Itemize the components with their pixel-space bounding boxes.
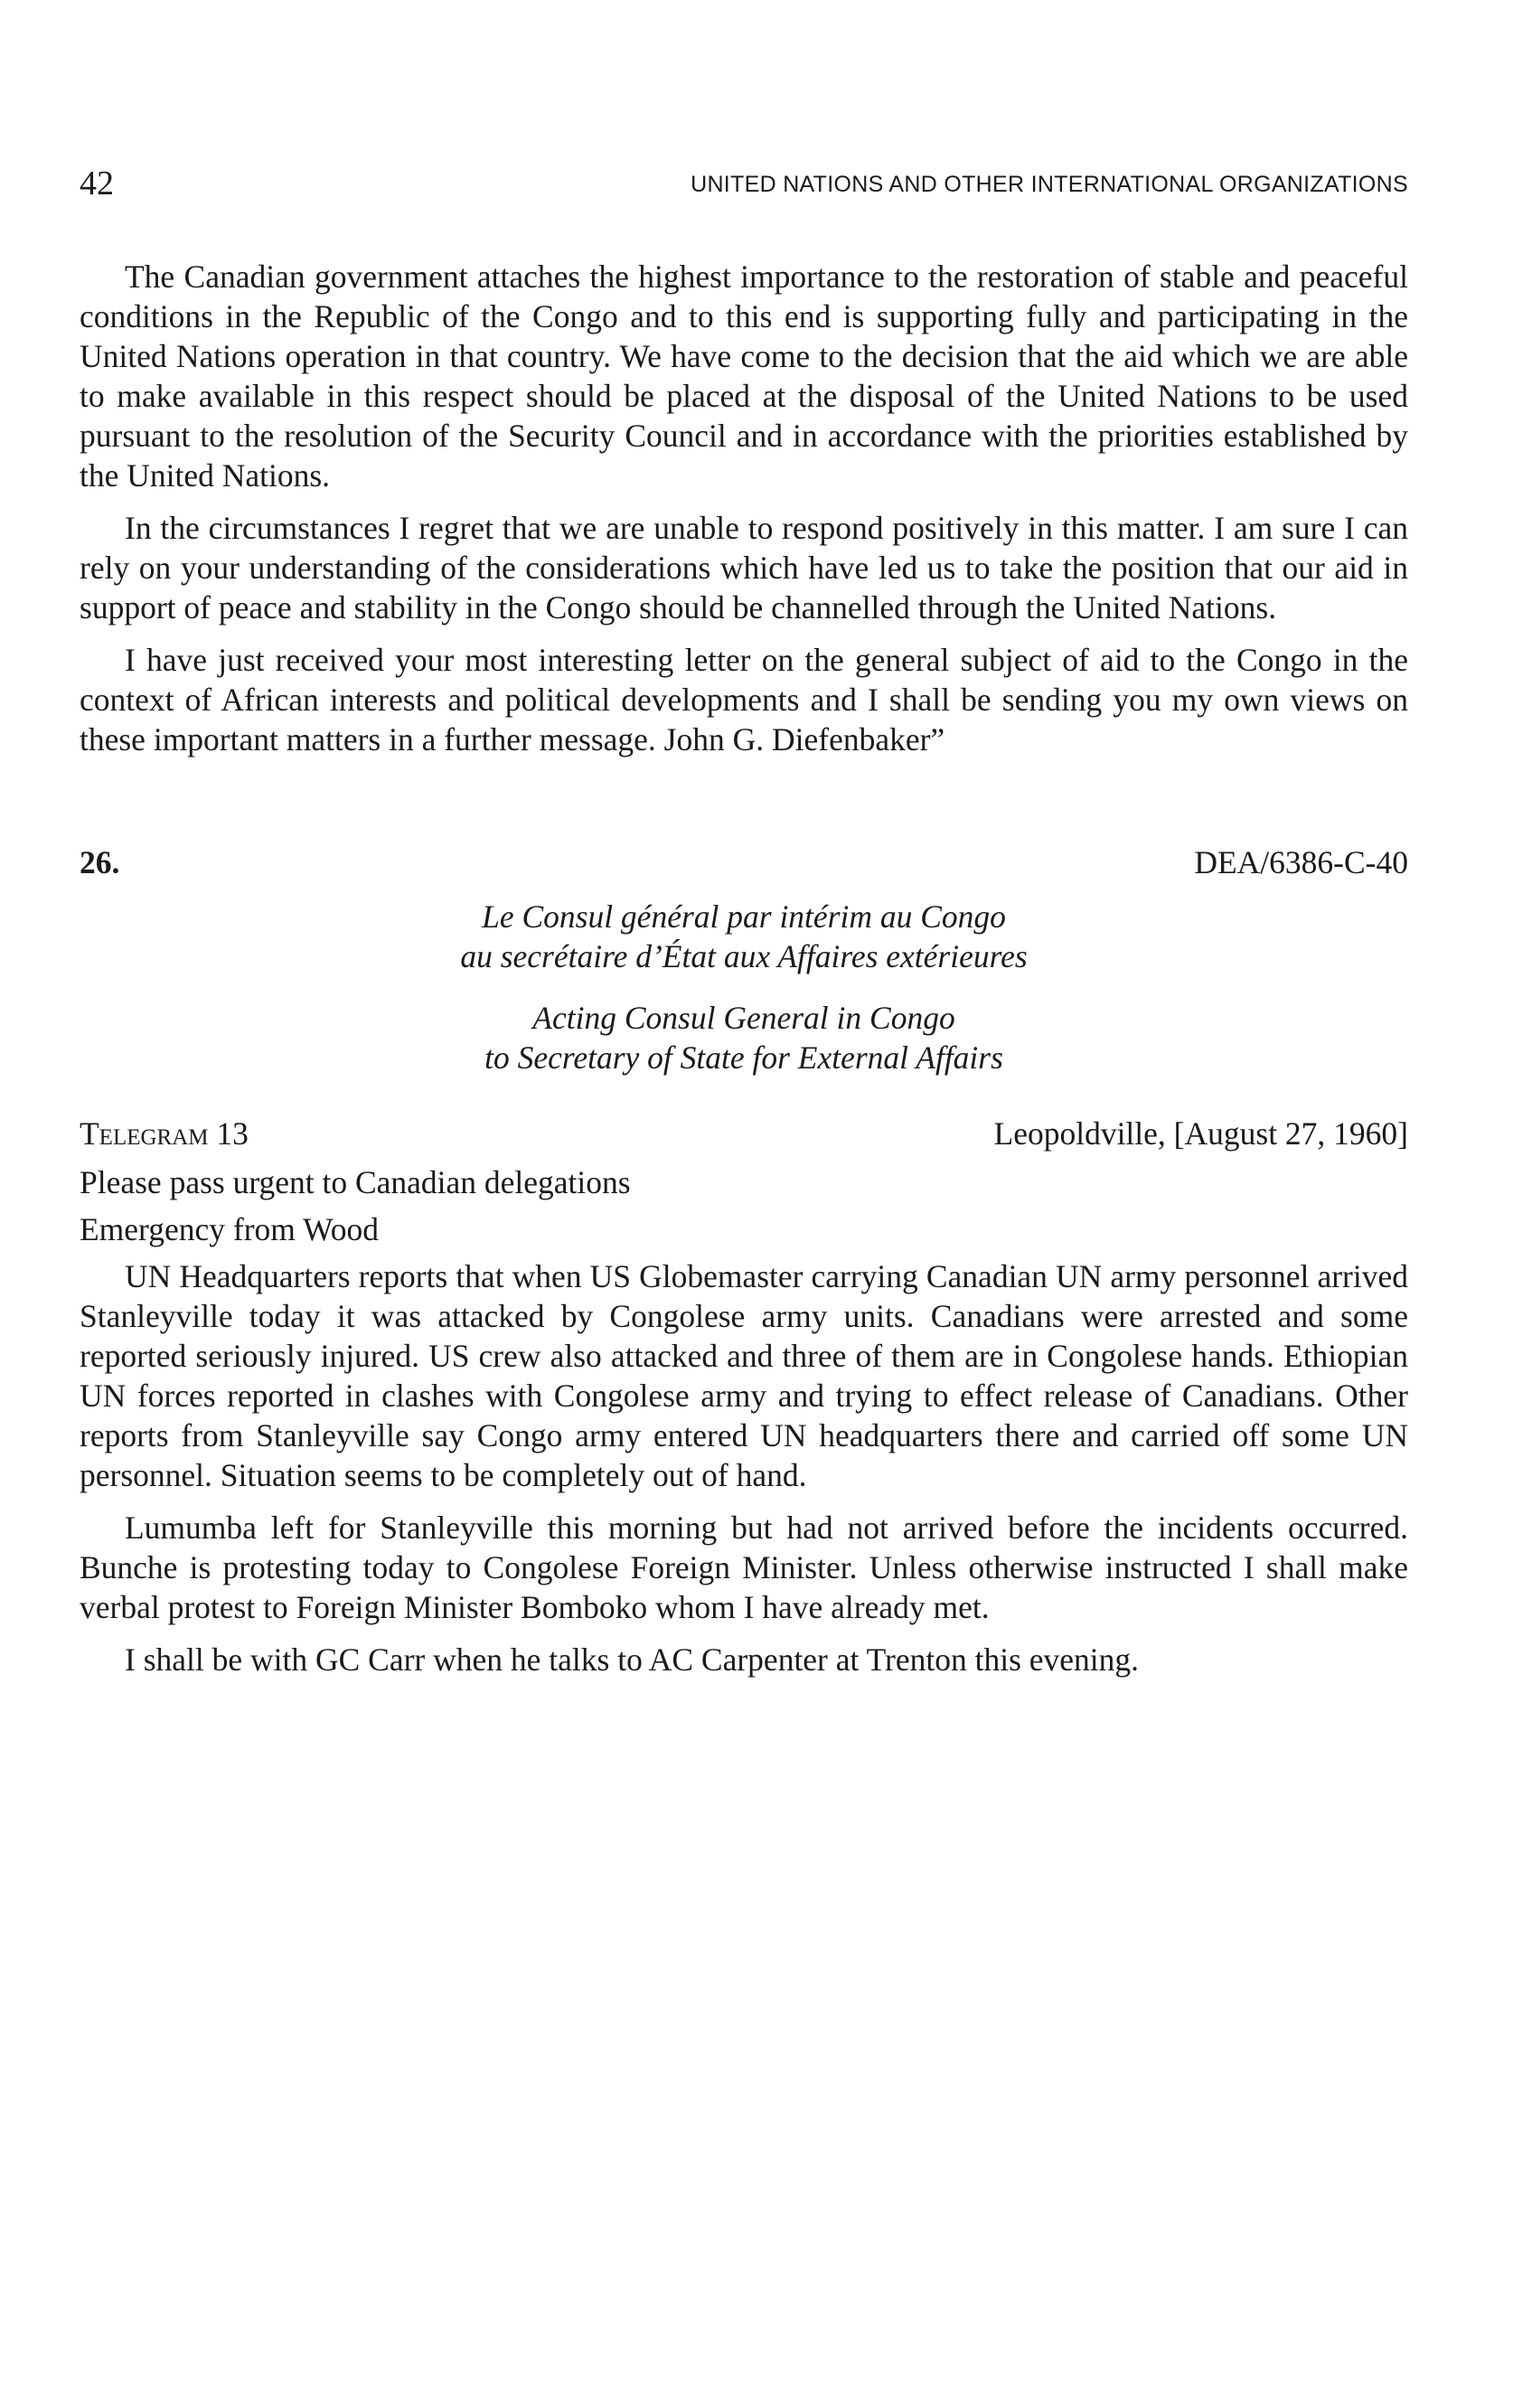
instruction-line: Please pass urgent to Canadian delegations bbox=[80, 1164, 631, 1200]
title-english bbox=[80, 998, 1408, 1077]
running-title: UNITED NATIONS AND OTHER INTERNATIONAL ORGANIZATIONS bbox=[691, 172, 1408, 197]
title-english-line: Acting Consul General in Congo bbox=[532, 1000, 955, 1036]
document-number: 26. bbox=[80, 844, 120, 880]
title-french bbox=[80, 897, 1408, 976]
telegram-body bbox=[80, 1256, 1408, 1692]
paragraph: I shall be with GC Carr when he talks to AC Carpenter at Trenton this evening. bbox=[125, 1641, 1140, 1678]
place-date: Leopoldville, [August 27, 1960] bbox=[993, 1115, 1408, 1152]
letter-continuation bbox=[80, 257, 1408, 772]
title-english-line: to Secretary of State for External Affairs bbox=[484, 1039, 1003, 1076]
page-number: 42 bbox=[80, 165, 114, 202]
running-header bbox=[80, 161, 1408, 206]
paragraph: The Canadian government attaches the highest importance to the restoration of stable and peaceful conditions in the Republic of the Congo and to this end is supporting fully and participating in the United Nations operation in that country. We have come to the decision that the aid which we are able to make available in this respect should be placed at the disposal of the United Nations to be used pursuant to the resolution of the Security Council and in accordance with the priorities established by the United Nations. bbox=[80, 259, 1408, 494]
paragraph: I have just received your most interesting letter on the general subject of aid to the Congo in the context of African interests and political developments and I shall be sending you my own views on these important matters in a further message. John G. Diefenbaker” bbox=[80, 642, 1408, 757]
title-french-line: Le Consul général par intérim au Congo bbox=[482, 898, 1006, 935]
document-reference: DEA/6386-C-40 bbox=[1194, 844, 1408, 880]
title-french-line: au secrétaire d’État aux Affaires extérieures bbox=[460, 938, 1028, 974]
telegram-header bbox=[80, 1114, 1408, 1159]
sender-line: Emergency from Wood bbox=[80, 1211, 380, 1247]
paragraph: UN Headquarters reports that when US Globemaster carrying Canadian UN army personnel arrived Stanleyville today it was attacked by Congolese army units. Canadians were arrested and some reported seriously injured. US crew also attacked and three of them are in Congolese hands. Ethiopian UN forces reported in clashes with Congolese army and trying to effect release of Canadians. Other reports from Stanleyville say Congo army entered UN headquarters there and carried off some UN personnel. Situation seems to be completely out of hand. bbox=[80, 1258, 1408, 1493]
telegram-label: Telegram 13 bbox=[80, 1115, 249, 1152]
paragraph: Lumumba left for Stanleyville this morning but had not arrived before the incidents occurred. Bunche is protesting today to Congolese Foreign Minister. Unless otherwise instructed I shall make verbal protest to Foreign Minister Bomboko whom I have already met. bbox=[80, 1510, 1408, 1625]
document-heading bbox=[80, 842, 1408, 888]
paragraph: In the circumstances I regret that we are unable to respond positively in this matter. I am sure I can rely on your understanding of the considerations which have led us to take the position that our aid in support of peace and stability in the Congo should be channelled through the United Nations. bbox=[80, 510, 1408, 626]
